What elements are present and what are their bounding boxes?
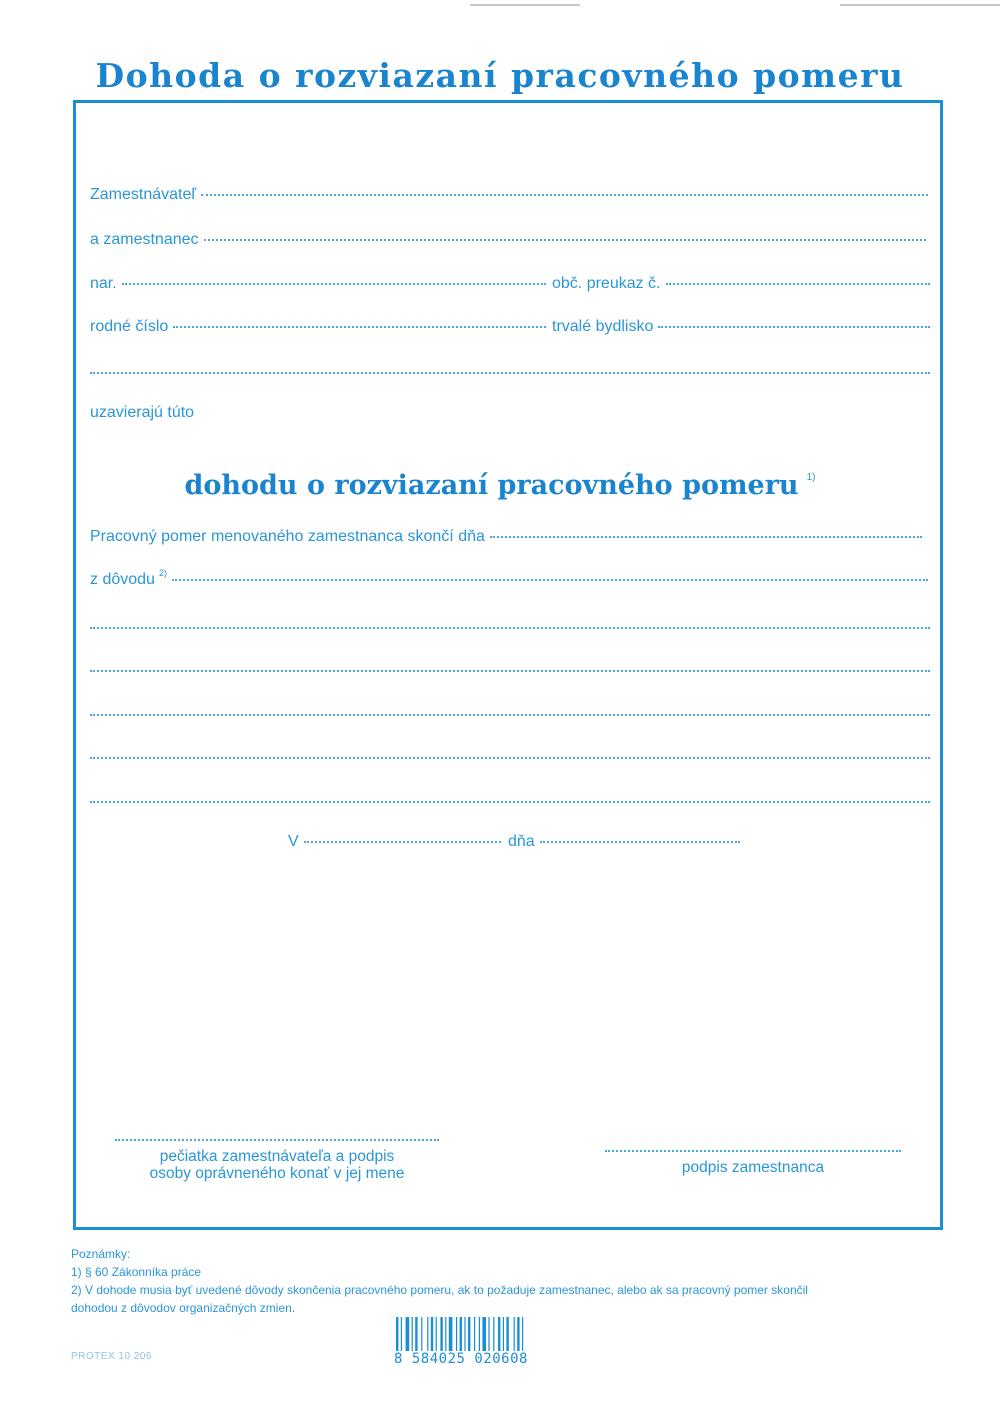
end-date-dotted-line[interactable]: [490, 535, 922, 538]
conclude-text: uzavierajú túto: [90, 404, 195, 421]
residence-continuation-line[interactable]: [90, 372, 930, 374]
birth-number-label: rodné číslo: [90, 318, 169, 335]
employer-dotted-line[interactable]: [201, 193, 928, 196]
notes-heading: Poznámky:: [71, 1247, 131, 1261]
note-2-line-1: 2) V dohode musia byť uvedené dôvody skončenia pracovného pomeru, ak to požaduje zamestnanec, alebo ak sa pracovný pomer skončil: [71, 1283, 808, 1297]
date-label: dňa: [508, 833, 535, 850]
form-frame: [73, 100, 943, 1230]
employee-signature-line[interactable]: [605, 1150, 901, 1152]
employee-field[interactable]: [90, 231, 926, 249]
place-field[interactable]: [288, 833, 501, 851]
employer-field[interactable]: [90, 186, 928, 204]
footnote-ref-1: 1): [806, 472, 816, 483]
form-title: Dohoda o rozviazaní pracovného pomeru: [95, 56, 905, 95]
birth-number-dotted-line[interactable]: [173, 325, 546, 328]
residence-label: trvalé bydlisko: [552, 318, 654, 335]
id-card-dotted-line[interactable]: [666, 282, 931, 285]
reason-field[interactable]: [90, 568, 928, 589]
residence-field[interactable]: [552, 318, 930, 336]
note-2-line-2: dohodou z dôvodov organizačných zmien.: [71, 1301, 296, 1315]
reason-line-4[interactable]: [90, 714, 930, 716]
born-field[interactable]: [90, 275, 546, 293]
birth-number-field[interactable]: [90, 318, 546, 336]
reason-dotted-line[interactable]: [172, 578, 928, 581]
place-dotted-line[interactable]: [304, 840, 501, 843]
reason-line-5[interactable]: [90, 757, 930, 759]
footnote-ref-2: 2): [158, 568, 167, 578]
employer-label: Zamestnávateľ: [90, 186, 197, 203]
note-1: 1) § 60 Zákonníka práce: [71, 1265, 202, 1279]
end-date-field[interactable]: [90, 528, 922, 546]
reason-label: [90, 568, 167, 589]
notes-section: [71, 1245, 808, 1317]
employee-dotted-line[interactable]: [204, 238, 926, 241]
agreement-heading-text: dohodu o rozviazaní pracovného pomeru: [184, 470, 799, 501]
born-label: nar.: [90, 275, 117, 292]
reason-label-text: z dôvodu: [90, 571, 155, 588]
publisher-code: PROTEX 10 206: [71, 1351, 152, 1362]
employer-signature-caption-2: osoby oprávneného konať v jej mene: [149, 1165, 405, 1182]
reason-line-2[interactable]: [90, 627, 930, 629]
employer-signature-block[interactable]: [112, 1139, 442, 1182]
scan-edge-line: [840, 4, 1000, 6]
employer-signature-line[interactable]: [115, 1139, 439, 1141]
date-field[interactable]: [508, 833, 740, 851]
agreement-heading: [0, 470, 1000, 501]
id-card-label: obč. preukaz č.: [552, 275, 661, 292]
employer-signature-caption-1: pečiatka zamestnávateľa a podpis: [159, 1148, 395, 1165]
id-card-field[interactable]: [552, 275, 930, 293]
reason-line-6[interactable]: [90, 801, 930, 803]
born-dotted-line[interactable]: [122, 282, 546, 285]
reason-line-3[interactable]: [90, 670, 930, 672]
barcode-digits: 8 584025 020608: [394, 1351, 528, 1367]
scan-edge-line: [470, 4, 580, 6]
residence-dotted-line[interactable]: [658, 325, 930, 328]
place-label: V: [288, 833, 299, 850]
employee-label: a zamestnanec: [90, 231, 199, 248]
employee-signature-caption: podpis zamestnanca: [681, 1159, 825, 1176]
end-date-label: Pracovný pomer menovaného zamestnanca skončí dňa: [90, 528, 485, 545]
date-dotted-line[interactable]: [540, 840, 740, 843]
employee-signature-block[interactable]: [600, 1150, 906, 1176]
